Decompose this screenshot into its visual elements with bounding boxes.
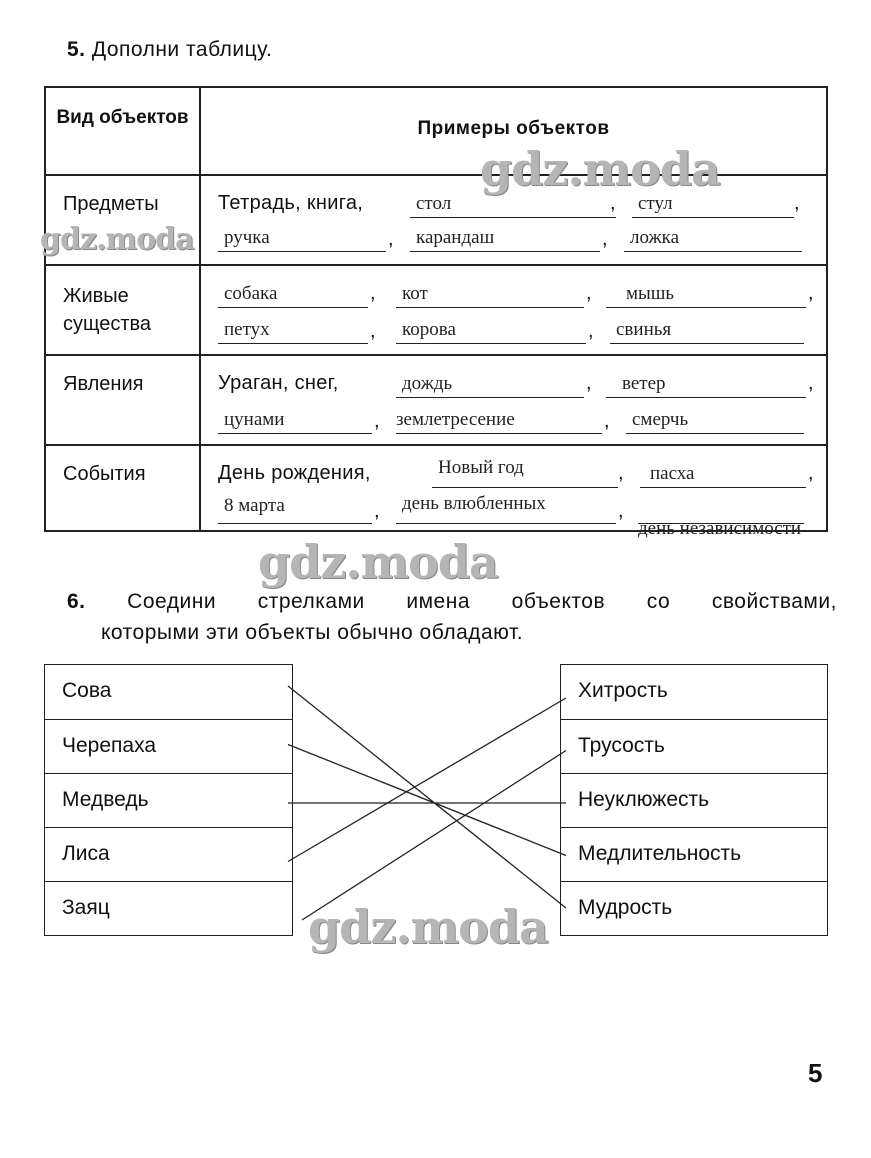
- object-item[interactable]: Сова: [62, 679, 112, 702]
- page-number: 5: [808, 1058, 823, 1088]
- comma: ,: [388, 228, 394, 250]
- property-item[interactable]: Неуклюжесть: [561, 773, 827, 827]
- answer-text: собака: [224, 283, 278, 304]
- property-item[interactable]: Хитрость: [578, 679, 668, 702]
- answer-text: стул: [638, 193, 673, 214]
- object-item[interactable]: Медведь: [45, 773, 292, 827]
- object-item[interactable]: Черепаха: [45, 719, 292, 773]
- comma: ,: [618, 500, 624, 522]
- comma: ,: [370, 282, 376, 304]
- answer-text: день влюбленных: [402, 493, 546, 514]
- row-label-living: Живые существа: [63, 285, 152, 335]
- property-item[interactable]: Мудрость: [561, 881, 827, 935]
- comma: ,: [808, 282, 814, 304]
- connection-line: [288, 686, 566, 908]
- answer-text: пасха: [650, 463, 695, 484]
- row-label-events: События: [63, 463, 146, 485]
- answer-text: ручка: [224, 227, 270, 248]
- answer-text: землетресение: [396, 409, 515, 430]
- task6-line2: которыми эти объекты обычно обладают.: [101, 621, 524, 644]
- answer-text: дождь: [402, 373, 453, 394]
- object-item[interactable]: Заяц: [45, 881, 292, 935]
- task6-word: объектов: [511, 590, 606, 613]
- comma: ,: [586, 372, 592, 394]
- printed-phenomena: Ураган, снег,: [218, 372, 339, 394]
- answer-text: день независимости: [638, 518, 802, 539]
- header-examples: Примеры объектов: [417, 118, 610, 139]
- watermark: gdz.moda: [258, 535, 498, 589]
- comma: ,: [374, 500, 380, 522]
- task5-number: 5.: [67, 38, 86, 61]
- task6-word: свойствами,: [711, 590, 837, 613]
- row-label-phenomena: Явления: [63, 373, 144, 395]
- row-label-items: Предметы: [63, 193, 159, 215]
- task6-word: со: [646, 590, 671, 613]
- comma: ,: [602, 228, 608, 250]
- property-item[interactable]: Трусость: [561, 719, 827, 773]
- answer-text: Новый год: [438, 457, 524, 478]
- answer-text: кот: [402, 283, 428, 304]
- answer-text: свинья: [616, 319, 672, 340]
- answer-text: карандаш: [416, 227, 495, 248]
- answer-text: корова: [402, 319, 456, 340]
- comma: ,: [794, 192, 800, 214]
- comma: ,: [610, 192, 616, 214]
- connection-line: [288, 745, 566, 856]
- task5-text: Дополни таблицу.: [91, 38, 273, 61]
- comma: ,: [618, 462, 624, 484]
- comma: ,: [374, 410, 380, 432]
- comma: ,: [370, 320, 376, 342]
- answer-text: цунами: [224, 409, 285, 430]
- task6-word: имена: [406, 590, 471, 613]
- comma: ,: [604, 410, 610, 432]
- watermark: gdz.moda: [40, 222, 194, 257]
- printed-items: Тетрадь, книга,: [218, 192, 364, 214]
- object-item[interactable]: Лиса: [45, 827, 292, 881]
- answer-text: мышь: [626, 283, 675, 304]
- answer-text: смерчь: [632, 409, 689, 430]
- comma: ,: [588, 320, 594, 342]
- property-item[interactable]: Медлительность: [561, 827, 827, 881]
- comma: ,: [808, 372, 814, 394]
- printed-events: День рождения,: [218, 462, 371, 484]
- task6-number: 6.: [67, 590, 86, 613]
- answer-text: стол: [416, 193, 452, 214]
- task6-word: стрелками: [257, 590, 365, 613]
- answer-text: 8 марта: [224, 495, 285, 516]
- comma: ,: [808, 462, 814, 484]
- answer-text: ветер: [622, 373, 666, 394]
- answer-text: ложка: [630, 227, 680, 248]
- comma: ,: [586, 282, 592, 304]
- answer-text: петух: [224, 319, 270, 340]
- watermark: gdz.moda: [308, 900, 548, 954]
- watermark: gdz.moda: [480, 142, 720, 196]
- task6-word: Соедини: [127, 590, 217, 613]
- connection-line: [288, 698, 566, 862]
- header-kind: Вид объектов: [56, 107, 189, 128]
